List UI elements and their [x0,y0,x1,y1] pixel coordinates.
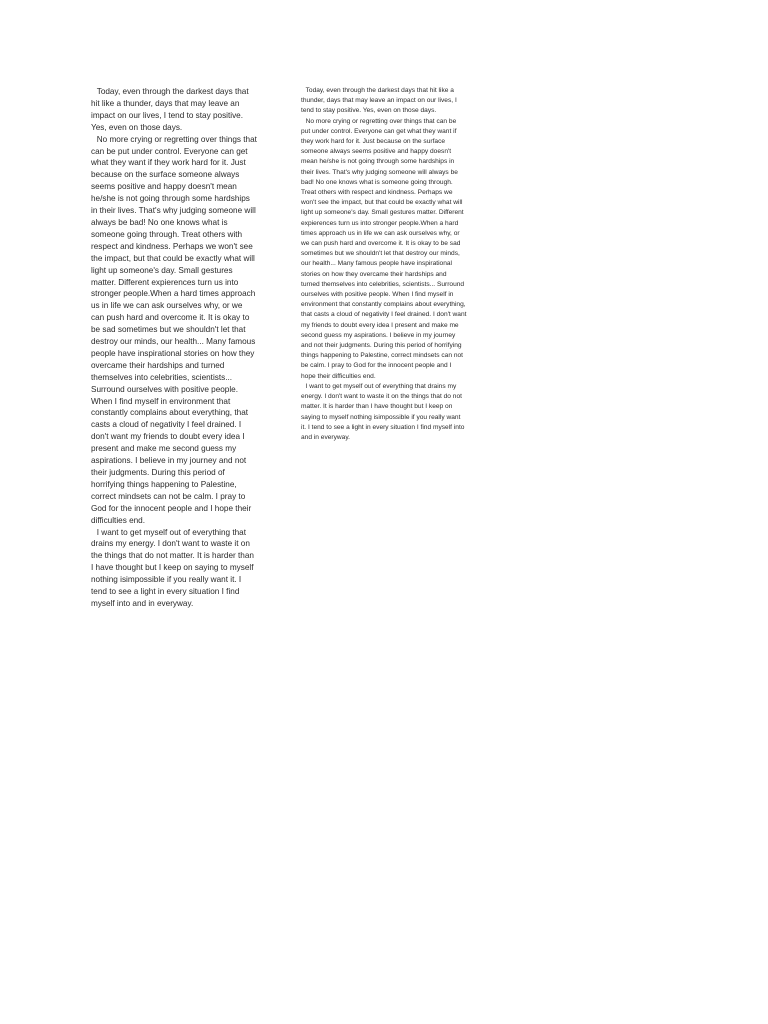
paragraph-intro: Today, even through the darkest days that hit like a thunder, days that may leave an impact on our lives, I tend to stay positive. Yes, even on those days. [301,87,457,115]
paragraph-closing: I want to get myself out of everything that drains my energy. I don't want to waste it on the things that do not matter. It is harder than I have thought but I keep on saying to myself nothing isimpossible if you really want it. I tend to see a light in every situation I find myself into and in everyway. [301,382,465,441]
essay-column-left [91,86,257,610]
paragraph-intro: Today, even through the darkest days that hit like a thunder, days that may leave an impact on our lives, I tend to stay positive. Yes, even on those days. [91,87,249,132]
paragraph-body: No more crying or regretting over things that can be put under control. Everyone can get what they want if they work hard for it. Just because on the surface someone always seems positive and happy doesn't mean he/she is not going through some hardships in their lives. That's why judging someone will always be bad! No one knows what is someone going through. Treat others with respect and kindness. Perhaps we won't see the impact, but that could be exactly what will light up someone's day. Small gestures matter. Different expierences turn us into stronger people.When a hard times approach us in life we can ask ourselves why, or we can push hard and overcome it. It is okay to be sad sometimes but we shouldn't let that destroy our minds, our health... Many famous people have inspirational stories on how they overcame their hardships and turned themselves into celebrities, scientists... Surround ourselves with positive people. When I find myself in environment that constantly complains about everything, that casts a cloud of negativity I feel drained. I don't want my friends to doubt every idea I present and make me second guess my aspirations. I believe in my journey and not their judgments. During this period of horrifying things happening to Palestine, correct mindsets can not be calm. I pray to God for the innocent people and I hope their difficulties end. [301,117,467,380]
paragraph-body: No more crying or regretting over things that can be put under control. Everyone can get what they want if they work hard for it. Just because on the surface someone always seems positive and happy doesn't mean he/she is not going through some hardships in their lives. That's why judging someone will always be bad! No one knows what is someone going through. Treat others with respect and kindness. Perhaps we won't see the impact, but that could be exactly what will light up someone's day. Small gestures matter. Different expierences turn us into stronger people.When a hard times approach us in life we can ask ourselves why, or we can push hard and overcome it. It is okay to be sad sometimes but we shouldn't let that destroy our minds, our health... Many famous people have inspirational stories on how they overcame their hardships and turned themselves into celebrities, scientists... Surround ourselves with positive people. When I find myself in environment that constantly complains about everything, that casts a cloud of negativity I feel drained. I don't want my friends to doubt every idea I present and make me second guess my aspirations. I believe in my journey and not their judgments. During this period of horrifying things happening to Palestine, correct mindsets can not be calm. I pray to God for the innocent people and I hope their difficulties end. [91,134,257,525]
essay-column-right [301,86,467,443]
paragraph-closing: I want to get myself out of everything that drains my energy. I don't want to waste it on the things that do not matter. It is harder than I have thought but I keep on saying to myself nothing isimpossible if you really want it. I tend to see a light in every situation I find myself into and in everyway. [91,527,254,608]
